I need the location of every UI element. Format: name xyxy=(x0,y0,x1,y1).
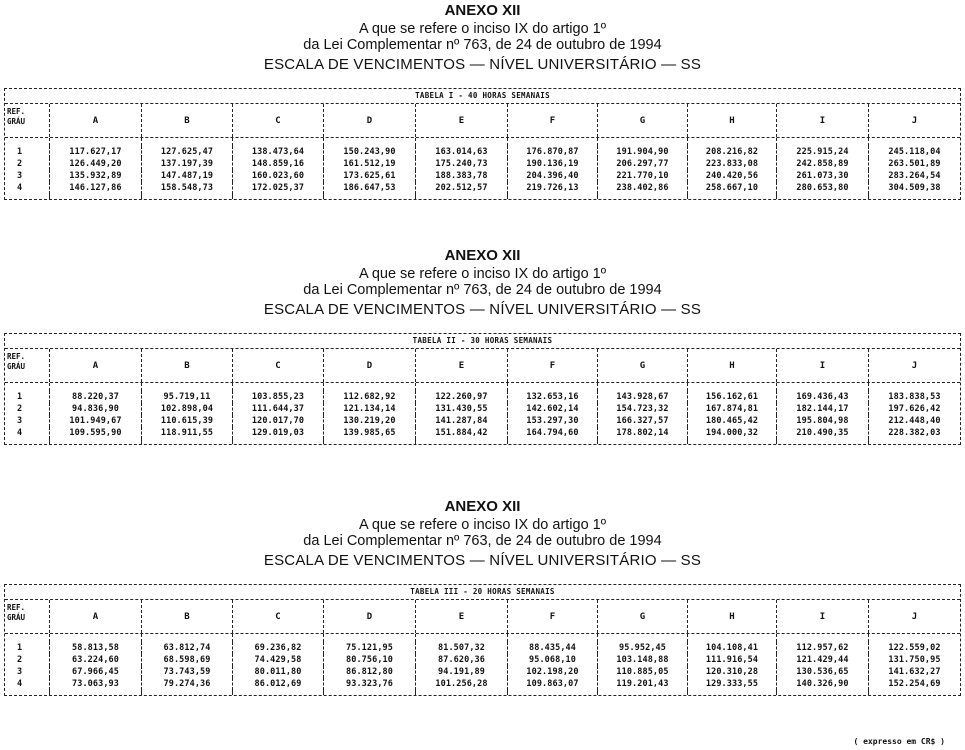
grade-cell: 2 xyxy=(17,404,23,414)
reference-line-2: da Lei Complementar nº 763, de 24 de outubro de 1994 xyxy=(303,532,662,549)
salary-cell: 120.310,28 xyxy=(687,666,776,678)
salary-cell: 110.615,39 xyxy=(141,415,232,427)
column-header: D xyxy=(323,104,415,137)
salary-cell: 197.626,42 xyxy=(868,403,960,415)
salary-cell: 73.743,59 xyxy=(141,666,232,678)
column-header: I xyxy=(776,104,868,137)
salary-cell: 178.802,14 xyxy=(597,427,687,439)
salary-cell: 80.756,10 xyxy=(323,654,415,666)
grade-cell: 3 xyxy=(17,171,23,181)
salary-cell: 151.884,42 xyxy=(415,427,507,439)
ref-grau-header xyxy=(5,104,49,137)
salary-cell: 112.682,92 xyxy=(323,391,415,403)
salary-cell: 148.859,16 xyxy=(232,158,323,170)
scale-title: ESCALA DE VENCIMENTOS — NÍVEL UNIVERSITÁRIO — SS xyxy=(263,56,702,73)
reference-line-2: da Lei Complementar nº 763, de 24 de outubro de 1994 xyxy=(303,281,662,298)
salary-cell: 147.487,19 xyxy=(141,170,232,182)
column-header: A xyxy=(49,349,141,382)
salary-table-2 xyxy=(4,333,961,445)
column-header: B xyxy=(141,600,232,633)
salary-cell: 208.216,82 xyxy=(687,146,776,158)
salary-cell: 153.297,30 xyxy=(507,415,597,427)
salary-cell: 167.874,81 xyxy=(687,403,776,415)
salary-cell: 154.723,32 xyxy=(597,403,687,415)
salary-cell: 183.838,53 xyxy=(868,391,960,403)
ref-grau-header xyxy=(5,600,49,633)
salary-cell: 158.548,73 xyxy=(141,182,232,194)
column-header: C xyxy=(232,600,323,633)
table-row xyxy=(5,666,960,678)
row-spacer xyxy=(5,383,960,391)
column-header: E xyxy=(415,104,507,137)
salary-cell: 172.025,37 xyxy=(232,182,323,194)
salary-cell: 80.011,80 xyxy=(232,666,323,678)
salary-cell: 238.402,86 xyxy=(597,182,687,194)
salary-cell: 58.813,58 xyxy=(49,642,141,654)
salary-cell: 129.019,03 xyxy=(232,427,323,439)
salary-cell: 101.949,67 xyxy=(49,415,141,427)
table-row xyxy=(5,146,960,158)
grade-cell: 3 xyxy=(17,416,23,426)
scale-title: ESCALA DE VENCIMENTOS — NÍVEL UNIVERSITÁRIO — SS xyxy=(263,301,702,318)
salary-cell: 223.833,08 xyxy=(687,158,776,170)
salary-cell: 109.595,90 xyxy=(49,427,141,439)
salary-cell: 210.490,35 xyxy=(776,427,868,439)
salary-cell: 117.627,17 xyxy=(49,146,141,158)
salary-cell: 74.429,58 xyxy=(232,654,323,666)
ref-label: REF. xyxy=(7,107,26,116)
table-row xyxy=(5,158,960,170)
column-header: F xyxy=(507,104,597,137)
salary-cell: 121.429,44 xyxy=(776,654,868,666)
salary-cell: 73.063,93 xyxy=(49,678,141,690)
table-row xyxy=(5,170,960,182)
column-header: A xyxy=(49,600,141,633)
salary-cell: 130.536,65 xyxy=(776,666,868,678)
table-row xyxy=(5,427,960,439)
column-header: B xyxy=(141,104,232,137)
column-header: J xyxy=(868,104,960,137)
row-spacer xyxy=(5,194,960,199)
salary-cell: 102.898,04 xyxy=(141,403,232,415)
grade-cell: 1 xyxy=(17,643,23,653)
scale-title: ESCALA DE VENCIMENTOS — NÍVEL UNIVERSITÁRIO — SS xyxy=(263,552,702,569)
salary-cell: 111.644,37 xyxy=(232,403,323,415)
table-row xyxy=(5,678,960,690)
salary-cell: 191.904,90 xyxy=(597,146,687,158)
grade-cell: 2 xyxy=(17,159,23,169)
salary-cell: 95.952,45 xyxy=(597,642,687,654)
salary-cell: 173.625,61 xyxy=(323,170,415,182)
salary-cell: 111.916,54 xyxy=(687,654,776,666)
column-header: G xyxy=(597,104,687,137)
grau-label: GRÁU xyxy=(7,613,26,622)
reference-line-1: A que se refere o inciso IX do artigo 1º xyxy=(358,21,607,37)
salary-cell: 94.836,90 xyxy=(49,403,141,415)
reference-line-1: A que se refere o inciso IX do artigo 1º xyxy=(358,266,607,282)
salary-cell: 120.017,70 xyxy=(232,415,323,427)
reference-line-2: da Lei Complementar nº 763, de 24 de outubro de 1994 xyxy=(303,36,662,53)
salary-cell: 258.667,10 xyxy=(687,182,776,194)
table-row xyxy=(5,654,960,666)
salary-cell: 180.465,42 xyxy=(687,415,776,427)
salary-cell: 122.260,97 xyxy=(415,391,507,403)
salary-cell: 141.632,27 xyxy=(868,666,960,678)
salary-cell: 131.430,55 xyxy=(415,403,507,415)
salary-cell: 261.073,30 xyxy=(776,170,868,182)
salary-cell: 304.509,38 xyxy=(868,182,960,194)
salary-cell: 132.653,16 xyxy=(507,391,597,403)
salary-cell: 93.323,76 xyxy=(323,678,415,690)
table-caption: TABELA III - 20 HORAS SEMANAIS xyxy=(5,585,960,600)
salary-cell: 202.512,57 xyxy=(415,182,507,194)
salary-cell: 160.023,60 xyxy=(232,170,323,182)
row-spacer xyxy=(5,690,960,695)
salary-table-1 xyxy=(4,88,961,200)
section-3 xyxy=(0,499,965,568)
table-row xyxy=(5,642,960,654)
column-header: B xyxy=(141,349,232,382)
salary-cell: 221.770,10 xyxy=(597,170,687,182)
salary-cell: 95.068,10 xyxy=(507,654,597,666)
column-header: F xyxy=(507,349,597,382)
salary-cell: 110.885,05 xyxy=(597,666,687,678)
ref-grau-header xyxy=(5,349,49,382)
salary-cell: 242.858,89 xyxy=(776,158,868,170)
salary-cell: 204.396,40 xyxy=(507,170,597,182)
salary-cell: 75.121,95 xyxy=(323,642,415,654)
grau-label: GRÁU xyxy=(7,362,26,371)
annex-title: ANEXO XII xyxy=(444,247,521,264)
table-row xyxy=(5,182,960,194)
column-header: A xyxy=(49,104,141,137)
ref-label: REF. xyxy=(7,603,26,612)
salary-cell: 121.134,14 xyxy=(323,403,415,415)
grade-cell: 1 xyxy=(17,147,23,157)
table-header-row xyxy=(5,349,960,383)
salary-cell: 118.911,55 xyxy=(141,427,232,439)
column-header: I xyxy=(776,600,868,633)
salary-cell: 152.254,69 xyxy=(868,678,960,690)
annex-title: ANEXO XII xyxy=(444,2,521,19)
salary-cell: 103.148,88 xyxy=(597,654,687,666)
table-header-row xyxy=(5,104,960,138)
salary-cell: 122.559,02 xyxy=(868,642,960,654)
salary-cell: 86.012,69 xyxy=(232,678,323,690)
reference-line-1: A que se refere o inciso IX do artigo 1º xyxy=(358,517,607,533)
salary-cell: 81.507,32 xyxy=(415,642,507,654)
salary-cell: 119.201,43 xyxy=(597,678,687,690)
section-2 xyxy=(0,248,965,317)
salary-cell: 245.118,04 xyxy=(868,146,960,158)
salary-cell: 141.287,84 xyxy=(415,415,507,427)
salary-cell: 219.726,13 xyxy=(507,182,597,194)
column-header: J xyxy=(868,349,960,382)
salary-cell: 63.812,74 xyxy=(141,642,232,654)
salary-cell: 156.162,61 xyxy=(687,391,776,403)
salary-cell: 68.598,69 xyxy=(141,654,232,666)
salary-cell: 86.812,80 xyxy=(323,666,415,678)
row-spacer xyxy=(5,439,960,444)
salary-cell: 175.240,73 xyxy=(415,158,507,170)
salary-cell: 67.966,45 xyxy=(49,666,141,678)
salary-cell: 131.750,95 xyxy=(868,654,960,666)
column-header: E xyxy=(415,349,507,382)
column-header: H xyxy=(687,600,776,633)
table-row xyxy=(5,415,960,427)
salary-cell: 129.333,55 xyxy=(687,678,776,690)
grade-cell: 1 xyxy=(17,392,23,402)
grade-cell: 4 xyxy=(17,428,23,438)
salary-cell: 135.932,89 xyxy=(49,170,141,182)
annex-title: ANEXO XII xyxy=(444,498,521,515)
salary-cell: 127.625,47 xyxy=(141,146,232,158)
salary-cell: 102.198,20 xyxy=(507,666,597,678)
grade-cell: 3 xyxy=(17,667,23,677)
salary-cell: 228.382,03 xyxy=(868,427,960,439)
salary-cell: 169.436,43 xyxy=(776,391,868,403)
salary-cell: 166.327,57 xyxy=(597,415,687,427)
salary-cell: 88.220,37 xyxy=(49,391,141,403)
grau-label: GRÁU xyxy=(7,117,26,126)
salary-cell: 140.326,90 xyxy=(776,678,868,690)
row-spacer xyxy=(5,138,960,146)
column-header: I xyxy=(776,349,868,382)
salary-table-3 xyxy=(4,584,961,696)
table-header-row xyxy=(5,600,960,634)
column-header: J xyxy=(868,600,960,633)
table-caption: TABELA II - 30 HORAS SEMANAIS xyxy=(5,334,960,349)
ref-label: REF. xyxy=(7,352,26,361)
salary-cell: 164.794,60 xyxy=(507,427,597,439)
column-header: C xyxy=(232,349,323,382)
salary-cell: 87.620,36 xyxy=(415,654,507,666)
salary-cell: 188.383,78 xyxy=(415,170,507,182)
salary-cell: 112.957,62 xyxy=(776,642,868,654)
salary-cell: 263.501,89 xyxy=(868,158,960,170)
salary-cell: 139.985,65 xyxy=(323,427,415,439)
salary-cell: 138.473,64 xyxy=(232,146,323,158)
column-header: C xyxy=(232,104,323,137)
column-header: D xyxy=(323,600,415,633)
salary-cell: 176.870,87 xyxy=(507,146,597,158)
salary-cell: 142.602,14 xyxy=(507,403,597,415)
salary-cell: 79.274,36 xyxy=(141,678,232,690)
table-row xyxy=(5,403,960,415)
salary-cell: 130.219,20 xyxy=(323,415,415,427)
salary-cell: 69.236,82 xyxy=(232,642,323,654)
salary-cell: 161.512,19 xyxy=(323,158,415,170)
grade-cell: 2 xyxy=(17,655,23,665)
salary-cell: 63.224,60 xyxy=(49,654,141,666)
salary-cell: 283.264,54 xyxy=(868,170,960,182)
row-spacer xyxy=(5,634,960,642)
salary-cell: 186.647,53 xyxy=(323,182,415,194)
salary-cell: 104.108,41 xyxy=(687,642,776,654)
currency-footnote: ( expresso em CR$ ) xyxy=(853,737,945,746)
grade-cell: 4 xyxy=(17,183,23,193)
salary-cell: 137.197,39 xyxy=(141,158,232,170)
table-caption: TABELA I - 40 HORAS SEMANAIS xyxy=(5,89,960,104)
salary-cell: 126.449,20 xyxy=(49,158,141,170)
grade-cell: 4 xyxy=(17,679,23,689)
salary-cell: 94.191,89 xyxy=(415,666,507,678)
salary-cell: 225.915,24 xyxy=(776,146,868,158)
column-header: D xyxy=(323,349,415,382)
salary-cell: 143.928,67 xyxy=(597,391,687,403)
table-row xyxy=(5,391,960,403)
salary-cell: 150.243,90 xyxy=(323,146,415,158)
salary-cell: 95.719,11 xyxy=(141,391,232,403)
salary-cell: 212.448,40 xyxy=(868,415,960,427)
salary-cell: 206.297,77 xyxy=(597,158,687,170)
column-header: G xyxy=(597,600,687,633)
salary-cell: 109.863,07 xyxy=(507,678,597,690)
column-header: H xyxy=(687,104,776,137)
column-header: E xyxy=(415,600,507,633)
salary-cell: 194.000,32 xyxy=(687,427,776,439)
section-1 xyxy=(0,3,965,72)
column-header: G xyxy=(597,349,687,382)
salary-cell: 280.653,80 xyxy=(776,182,868,194)
salary-cell: 163.014,63 xyxy=(415,146,507,158)
salary-cell: 103.855,23 xyxy=(232,391,323,403)
column-header: H xyxy=(687,349,776,382)
salary-cell: 182.144,17 xyxy=(776,403,868,415)
salary-cell: 190.136,19 xyxy=(507,158,597,170)
salary-cell: 146.127,86 xyxy=(49,182,141,194)
column-header: F xyxy=(507,600,597,633)
salary-cell: 240.420,56 xyxy=(687,170,776,182)
salary-cell: 195.804,98 xyxy=(776,415,868,427)
salary-cell: 88.435,44 xyxy=(507,642,597,654)
salary-cell: 101.256,28 xyxy=(415,678,507,690)
